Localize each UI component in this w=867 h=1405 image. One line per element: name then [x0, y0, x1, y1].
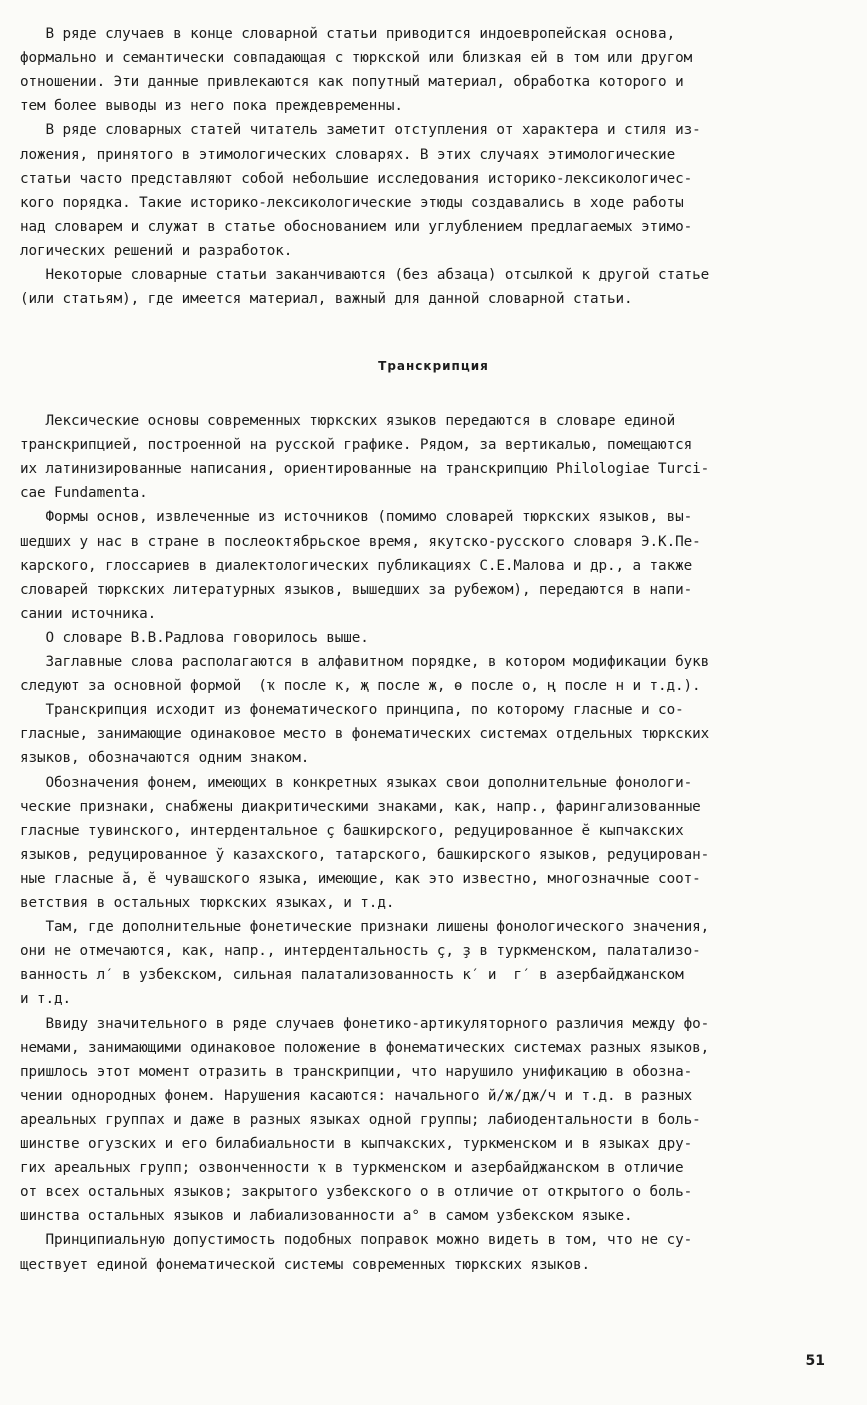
- text-line: шедших у нас в стране в послеоктябрьское время, якутско-русского словаря Э.К.Пе-: [20, 533, 701, 550]
- text-line: следуют за основной формой (ҡ после к, җ после ж, ө после о, ң после н и т.д.).: [20, 678, 701, 695]
- text-line: В ряде словарных статей читатель заметит отступления от характера и стиля из-: [20, 122, 701, 139]
- text-line: (или статьям), где имеется материал, важный для данной словарной статьи.: [20, 291, 633, 308]
- text-line: Ввиду значительного в ряде случаев фонетико-артикуляторного различия между фо-: [20, 1015, 710, 1032]
- text-line: Заглавные слова располагаются в алфавитном порядке, в котором модификации букв: [20, 654, 710, 670]
- text-line: гих ареальных групп; озвонченности ҡ в туркменском и азербайджанском в отличие: [20, 1160, 684, 1177]
- text-line: Принципиальную допустимость подобных поправок можно видеть в том, что не су-: [20, 1232, 693, 1249]
- text-line: гласные, занимающие одинаковое место в фонематических системах отдельных тюркских: [20, 726, 710, 743]
- text-line: ареальных группах и даже в разных языках одной группы; лабиодентальности в боль-: [20, 1111, 701, 1128]
- text-line: ванность л′ в узбекском, сильная палатализованность к′ и г′ в азербайджанском: [20, 967, 684, 984]
- text-line: их латинизированные написания, ориентированные на транскрипцию Philologiae Turci-: [20, 461, 710, 478]
- text-line: ные гласные ӑ, ӗ чувашского языка, имеющие, как это известно, многозначные соот-: [20, 870, 701, 887]
- text-line: сании источника.: [20, 605, 157, 622]
- text-line: над словарем и служат в статье обоснованием или углублением предлагаемых этимо-: [20, 218, 693, 235]
- section-heading: Транскрипция: [378, 359, 489, 373]
- page-number: 51: [805, 1353, 825, 1369]
- text-line: шинства остальных языков и лабиализованности а° в самом узбекском языке.: [20, 1208, 633, 1225]
- text-line: Транскрипция исходит из фонематического принципа, по которому гласные и со-: [20, 702, 684, 719]
- text-line: шинстве огузских и его билабиальности в кыпчакских, туркменском и в языках дру-: [20, 1136, 693, 1152]
- text-line: от всех остальных языков; закрытого узбекского о в отличие от открытого о боль-: [20, 1184, 693, 1201]
- text-line: ветствия в остальных тюркских языках, и т.д.: [20, 895, 395, 911]
- text-line: и т.д.: [20, 991, 72, 1008]
- text-line: гласные тувинского, интердентальное ҫ башкирского, редуцированное ӗ кыпчакских: [20, 822, 684, 839]
- text-line: языков, редуцированное ў казахского, татарского, башкирского языков, редуцирован-: [20, 846, 710, 863]
- text-line: транскрипцией, построенной на русской графике. Рядом, за вертикалью, помещаются: [20, 437, 693, 454]
- text-line: Формы основ, извлеченные из источников (помимо словарей тюркских языков, вы-: [20, 509, 693, 526]
- text-line: ложения, принятого в этимологических словарях. В этих случаях этимологические: [20, 146, 676, 163]
- text-line: логических решений и разработок.: [20, 242, 293, 259]
- text-line: языков, обозначаются одним знаком.: [20, 750, 310, 767]
- text-line: О словаре В.В.Радлова говорилось выше.: [20, 629, 369, 646]
- text-line: кого порядка. Такие историко-лексикологические этюды создавались в ходе работы: [20, 194, 684, 211]
- text-line: Там, где дополнительные фонетические признаки лишены фонологического значения,: [20, 919, 710, 936]
- text-line: Лексические основы современных тюркских языков передаются в словаре единой: [20, 413, 676, 429]
- text-line: карского, глоссариев в диалектологических публикациях С.Е.Малова и др., а также: [20, 557, 693, 574]
- text-line: ществует единой фонематической системы современных тюркских языков.: [20, 1256, 590, 1273]
- text-line: статьи часто представляют собой небольшие исследования историко-лексикологичес-: [20, 170, 693, 187]
- text-line: немами, занимающими одинаковое положение в фонематических системах разных языков,: [20, 1039, 710, 1056]
- text-line: В ряде случаев в конце словарной статьи приводится индоевропейская основа,: [20, 26, 676, 42]
- text-line: ческие признаки, снабжены диакритическими знаками, как, напр., фарингализованные: [20, 798, 701, 815]
- text-line: Некоторые словарные статьи заканчиваются (без абзаца) отсылкой к другой статье: [20, 267, 710, 283]
- text-line: они не отмечаются, как, напр., интердентальность ҫ, ҙ в туркменском, палатализо-: [20, 943, 701, 960]
- text-line: отношении. Эти данные привлекаются как попутный материал, обработка которого и: [20, 74, 684, 91]
- text-line: формально и семантически совпадающая с тюркской или близкая ей в том или другом: [20, 50, 693, 67]
- text-line: Обозначения фонем, имеющих в конкретных языках свои дополнительные фонологи-: [20, 774, 693, 791]
- text-line: пришлось этот момент отразить в транскрипции, что нарушило унификацию в обозна-: [20, 1063, 693, 1080]
- text-line: словарей тюркских литературных языков, вышедших за рубежом), передаются в напи-: [20, 581, 693, 598]
- text-line: тем более выводы из него пока преждевременны.: [20, 98, 403, 115]
- text-line: чении однородных фонем. Нарушения касаются: начального й/ж/дж/ч и т.д. в разных: [20, 1087, 693, 1104]
- text-line: cae Fundamenta.: [20, 485, 148, 502]
